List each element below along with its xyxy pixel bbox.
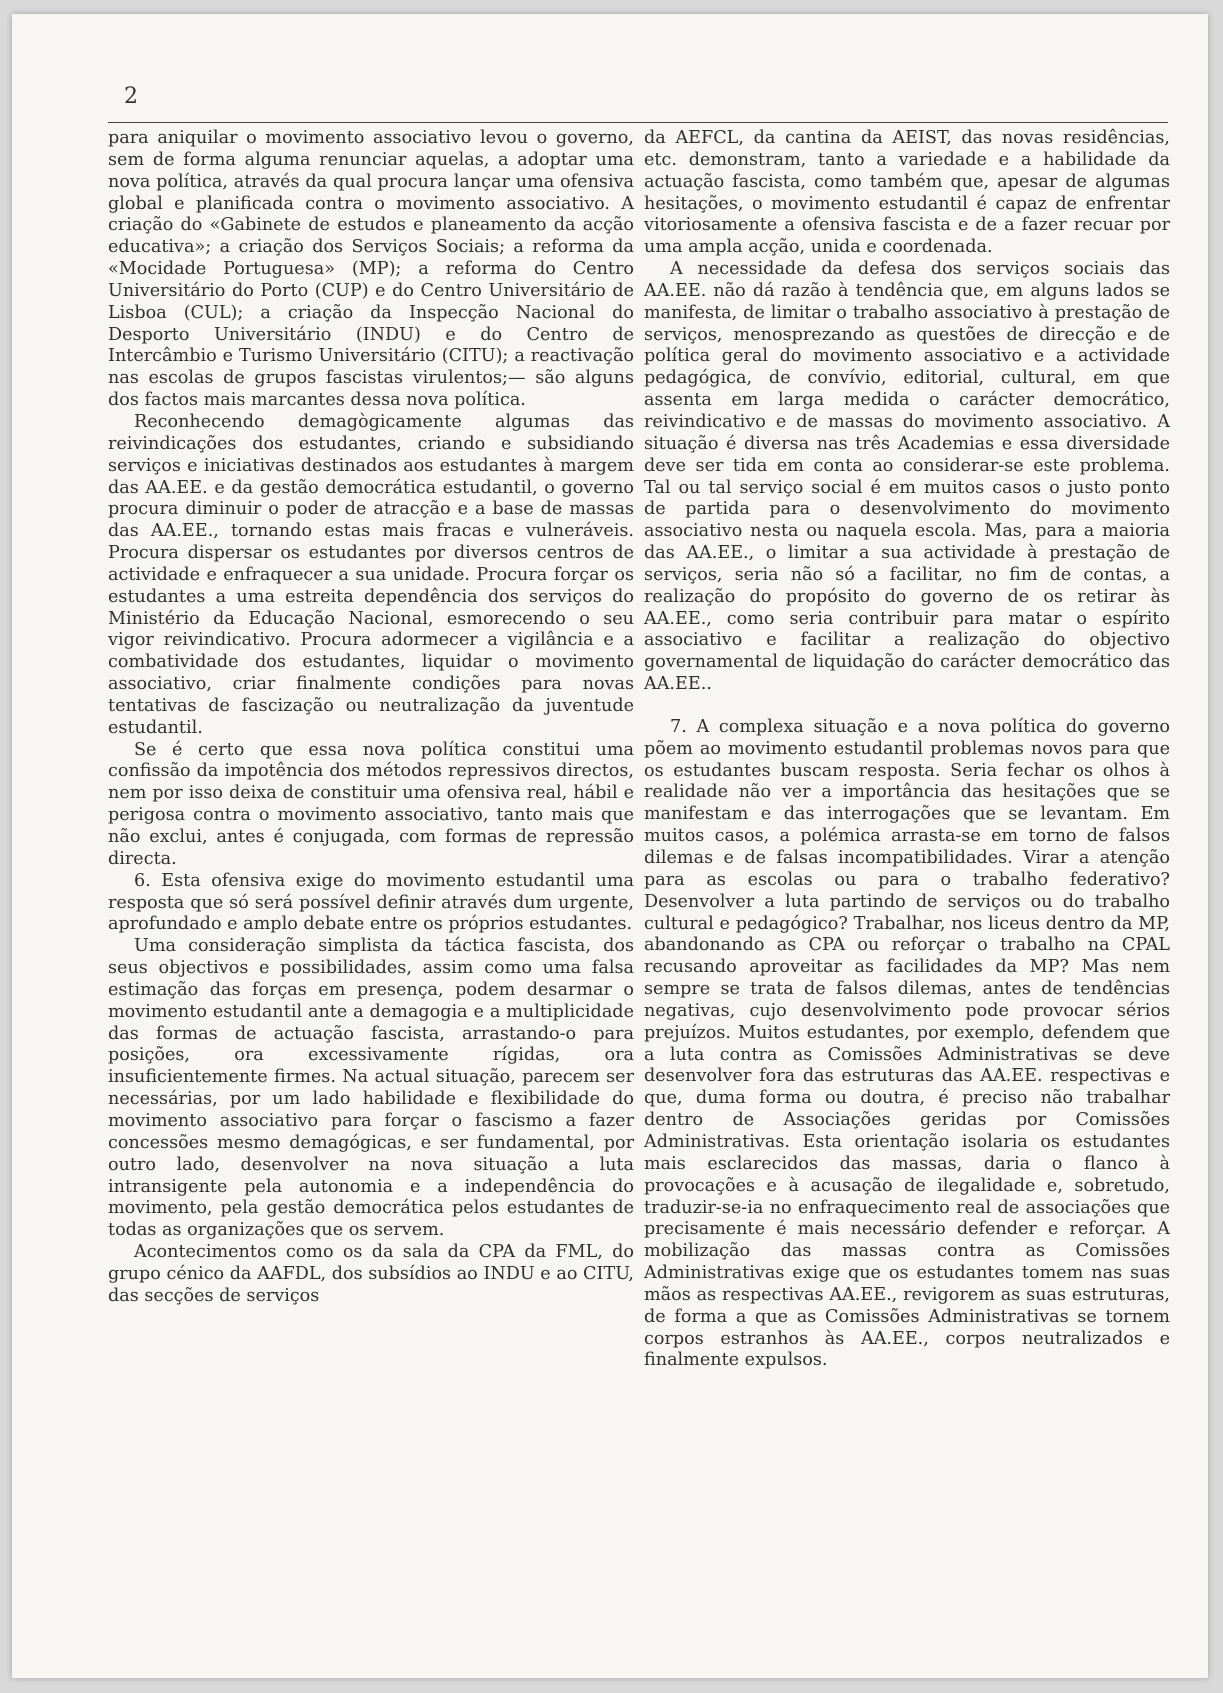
page-number: 2 [124, 84, 138, 109]
document-page [12, 14, 1208, 1678]
paragraph: Se é certo que essa nova política constitui uma confissão da impotência dos métodos repressivos directos, nem por isso deixa de constituir uma ofensiva real, hábil e perigosa contra o movimento associativo, tanto mais que não exclui, antes é conjugada, com formas de repressão directa. [108, 739, 634, 869]
paragraph: A necessidade da defesa dos serviços sociais das AA.EE. não dá razão à tendência que, em alguns lados se manifesta, de limitar o trabalho associativo à prestação de serviços, menosprezando as questões de direcção e de política geral do movimento associativo e a actividade pedagógica, de convívio, editorial, cultural, em que assenta em larga medida o carácter democrático, reivindicativo e de massas do movimento associativo. A situação é diversa nas três Academias e essa diversidade deve ser tida em conta ao considerar-se este problema. Tal ou tal serviço social é em muitos casos o justo ponto de partida para o desenvolvimento do movimento associativo nesta ou naquela escola. Mas, para a maioria das AA.EE., o limitar a sua actividade à prestação de serviços, seria não só a facilitar, no fim de contas, a realização do propósito do governo de os retirar às AA.EE., como seria contribuir para matar o espírito associativo e facilitar a realização do objectivo governamental de liquidação do carácter democrático das AA.EE.. [644, 259, 1170, 695]
left-column [108, 128, 634, 1308]
paragraph: para aniquilar o movimento associativo levou o governo, sem de forma alguma renunciar aquelas, a adoptar uma nova política, através da qual procura lançar uma ofensiva global e planificada contra o movimento associativo. A criação do «Gabinete de estudos e planeamento da acção educativa»; a criação dos Serviços Sociais; a reforma da «Mocidade Portuguesa» (MP); a reforma do Centro Universitário do Porto (CUP) e do Centro Universitário de Lisboa (CUL); a criação da Inspecção Nacional do Desporto Universitário (INDU) e do Centro de Intercâmbio e Turismo Universitário (CITU); a reactivação nas escolas de grupos fascistas virulentos;— são alguns dos factos mais marcantes dessa nova política. [108, 128, 634, 411]
paragraph: Reconhecendo demagògicamente algumas das reivindicações dos estudantes, criando e subsidiando serviços e iniciativas destinados aos estudantes à margem das AA.EE. e da gestão democrática estudantil, o governo procura diminuir o poder de atracção e a base de massas das AA.EE., tornando estas mais fracas e vulneráveis. Procura dispersar os estudantes por diversos centros de actividade e enfraquecer a sua unidade. Procura forçar os estudantes a uma estreita dependência dos serviços do Ministério da Educação Nacional, esmorecendo o seu vigor reivindicativo. Procura adormecer a vigilância e a combatividade dos estudantes, liquidar o movimento associativo, criar finalmente condições para novas tentativas de fascização ou neutralização da juventude estudantil. [108, 411, 634, 738]
right-column [644, 128, 1170, 1372]
header-rule [108, 122, 1168, 123]
paragraph: 7. A complexa situação e a nova política do governo põem ao movimento estudantil problemas novos para que os estudantes buscam resposta. Seria fechar os olhos à realidade não ver a importância das hesitações que se manifestam e das interrogações que se levantam. Em muitos casos, a polémica arrasta-se em torno de falsos dilemas e de falsas incompatibilidades. Virar a atenção para as escolas ou para o trabalho federativo? Desenvolver a luta partindo de serviços ou do trabalho cultural e pedagógico? Trabalhar, nos liceus dentro da MP, abandonando as CPA ou reforçar o trabalho na CPAL recusando aproveitar as facilidades da MP? Mas nem sempre se trata de falsos dilemas, antes de tendências negativas, cujo desenvolvimento pode provocar sérios prejuízos. Muitos estudantes, por exemplo, defendem que a luta contra as Comissões Administrativas se deve desenvolver fora das estruturas das AA.EE. respectivas e que, duma forma ou doutra, é preciso não trabalhar dentro de Associações geridas por Comissões Administrativas. Esta orientação isolaria os estudantes mais esclarecidos das massas, daria o flanco à provocações e à acusação de ilegalidade e, sobretudo, traduzir-se-ia no enfraquecimento real de associações que precisamente é mais necessário defender e reforçar. A mobilização das massas contra as Comissões Administrativas exige que os estudantes tomem nas suas mãos as respectivas AA.EE., revigorem as suas estruturas, de forma a que as Comissões Administrativas se tornem corpos estranhos às AA.EE., corpos neutralizados e finalmente expulsos. [644, 716, 1170, 1371]
paragraph: Uma consideração simplista da táctica fascista, dos seus objectivos e possibilidades, assim como uma falsa estimação das forças em presença, podem desarmar o movimento estudantil ante a demagogia e a multiplicidade das formas de actuação fascista, arrastando-o para posições, ora excessivamente rígidas, ora insuficientemente firmes. Na actual situação, parecem ser necessárias, por um lado habilidade e flexibilidade do movimento associativo para forçar o fascismo a fazer concessões mesmo demagógicas, e ser fundamental, por outro lado, desenvolver na nova situação a luta intransigente pela autonomia e a independência do movimento, pela gestão democrática pelos estudantes de todas as organizações que os servem. [108, 936, 634, 1241]
paragraph: 6. Esta ofensiva exige do movimento estudantil uma resposta que só será possível definir através dum urgente, aprofundado e amplo debate entre os próprios estudantes. [108, 870, 634, 935]
paragraph: Acontecimentos como os da sala da CPA da FML, do grupo cénico da AAFDL, dos subsídios ao INDU e ao CITU, das secções de serviços [108, 1242, 634, 1306]
paragraph: da AEFCL, da cantina da AEIST, das novas residências, etc. demonstram, tanto a variedade e a habilidade da actuação fascista, como também que, apesar de algumas hesitações, o movimento estudantil é capaz de enfrentar vitoriosamente a ofensiva fascista e de a fazer recuar por uma ampla acção, unida e coordenada. [644, 128, 1170, 258]
